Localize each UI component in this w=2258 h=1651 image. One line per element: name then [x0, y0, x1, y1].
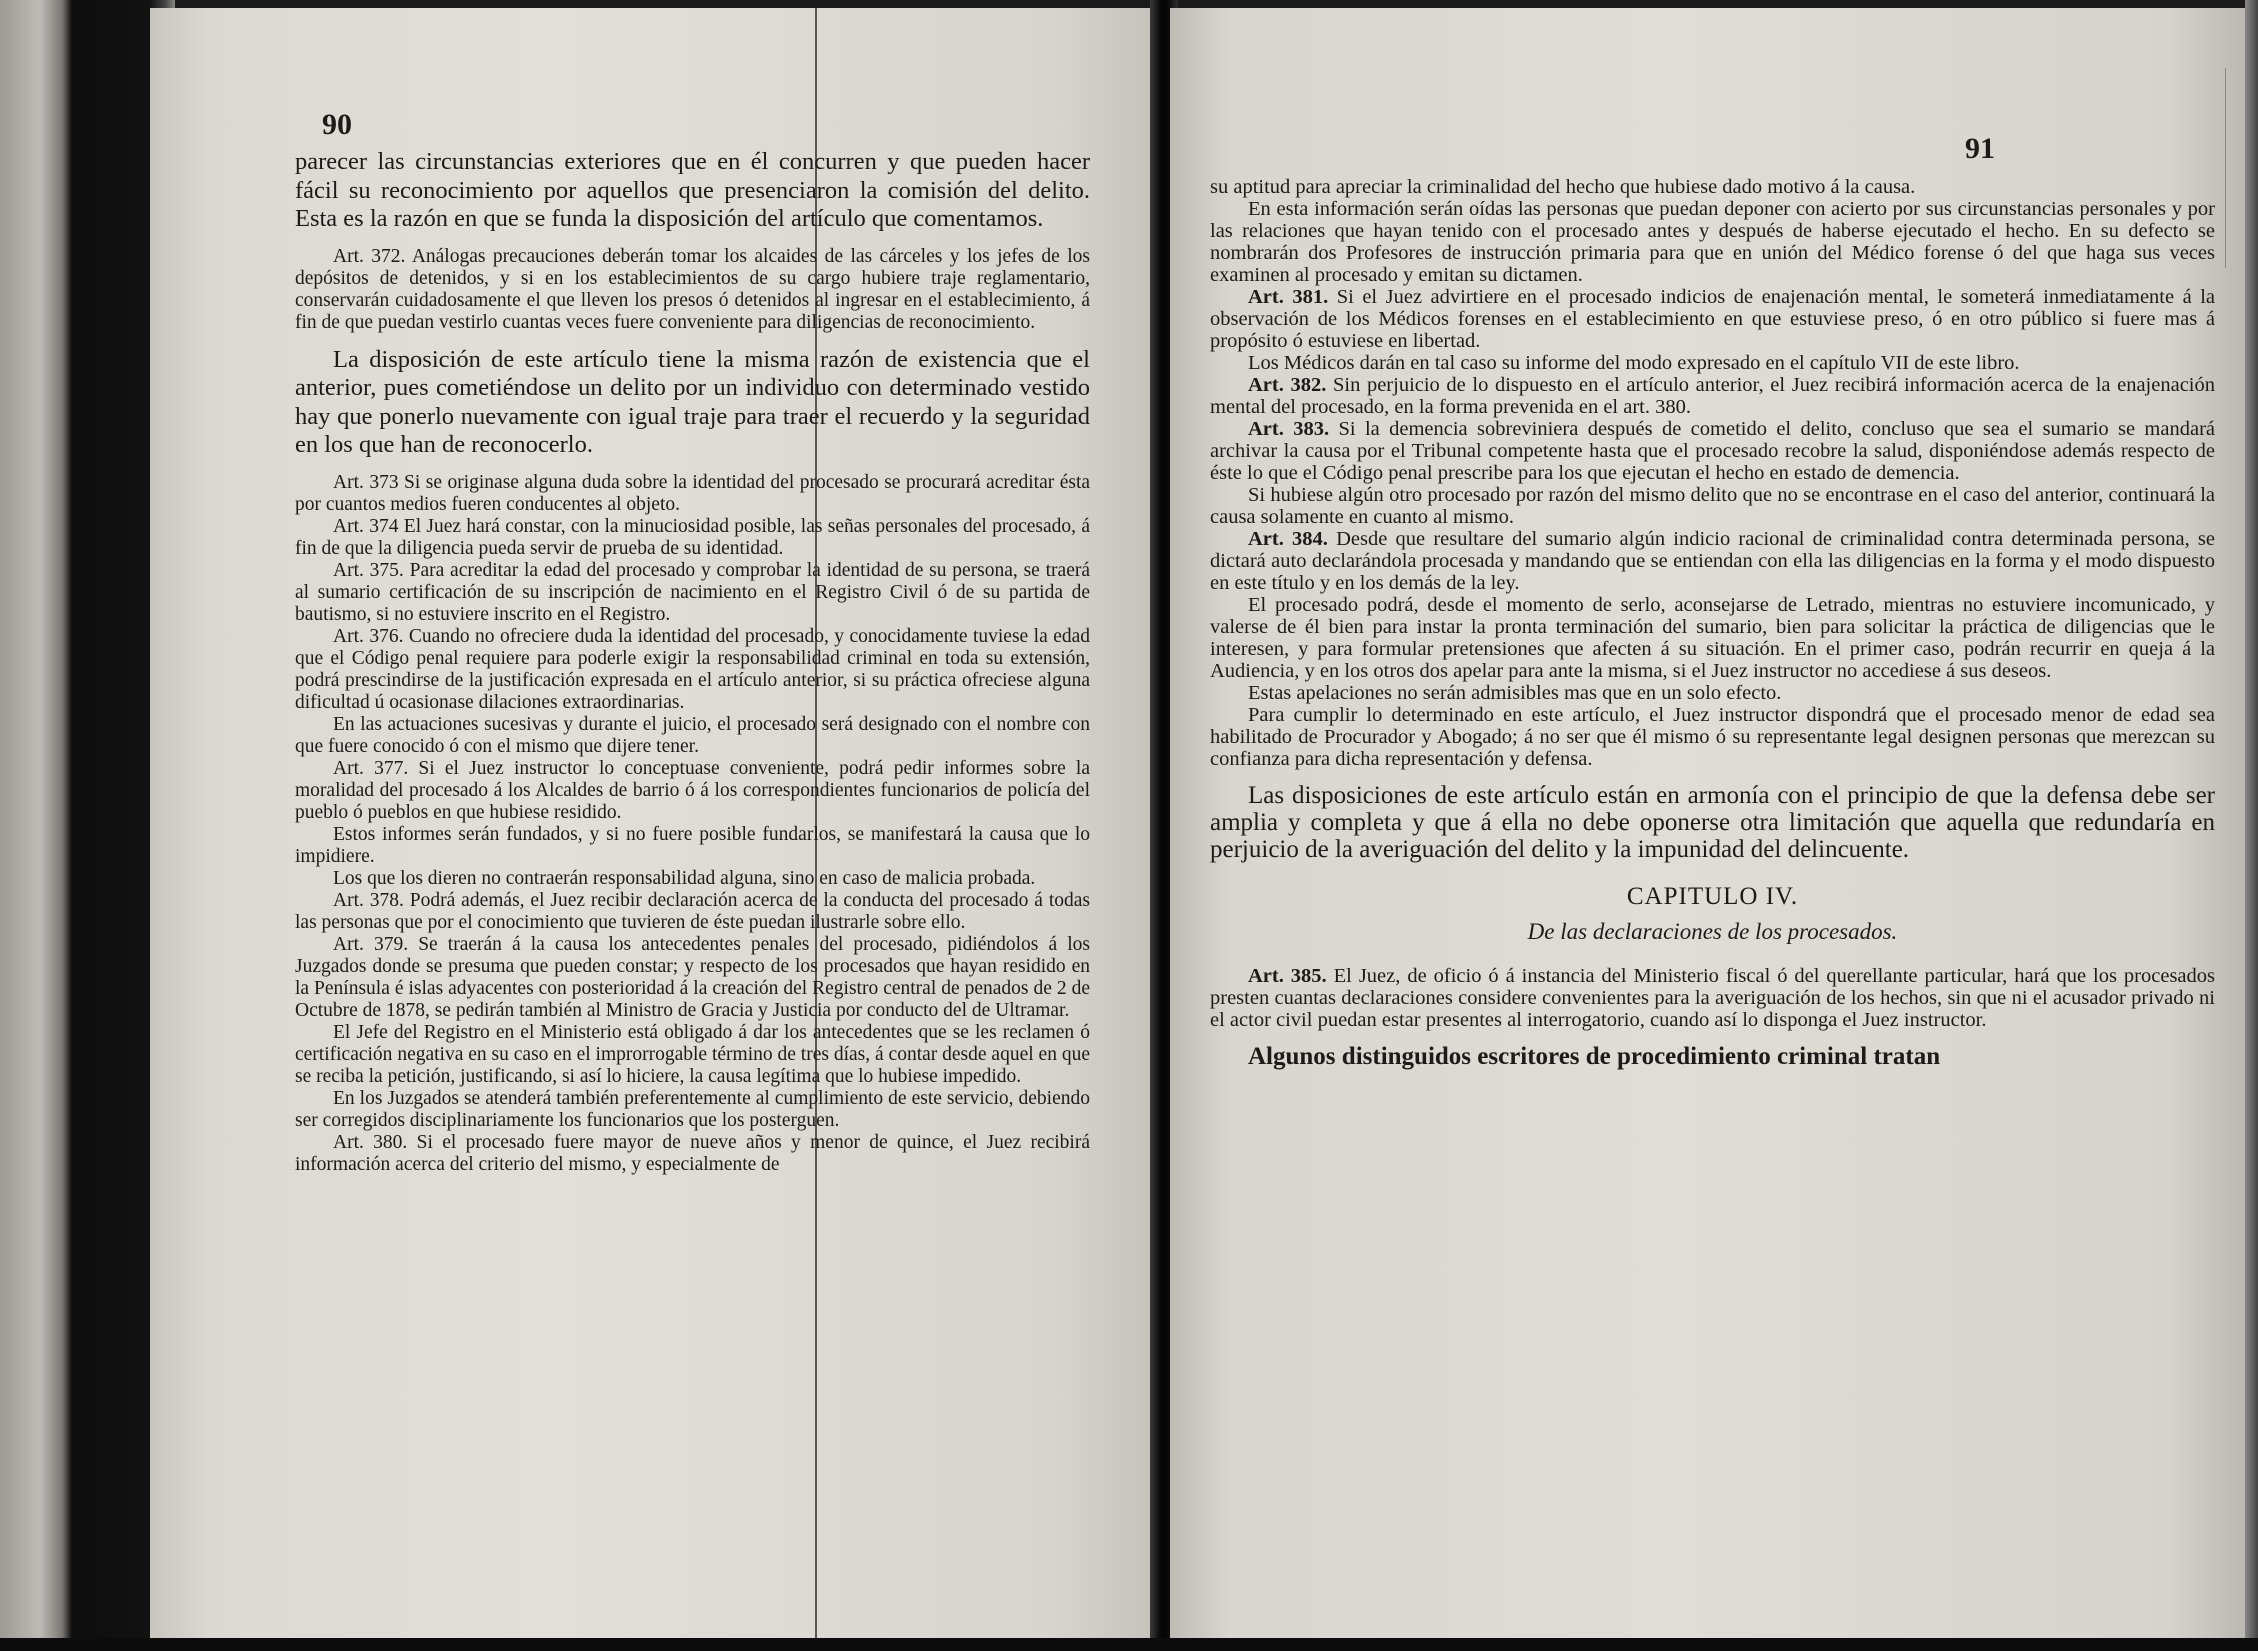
article-379 [295, 934, 1090, 1022]
article-label: Art. 384. [1248, 528, 1328, 550]
paragraph: su aptitud para apreciar la criminalidad del hecho que hubiese dado motivo á la causa. [1210, 176, 1916, 198]
article-381 [1210, 286, 2215, 352]
article-text: Si el procesado fuere mayor de nueve años y menor de quince, el Juez recibirá información acerca del criterio del mismo, y especialmente de [295, 1131, 1090, 1175]
article-text: Cuando no ofreciere duda la identidad del procesado, y conocidamente tuviese la edad que el Código penal requiere para poderle exigir la responsabilidad criminal en toda su extensión, podrá prescindirse de la justificación expresada en el artículo anterior, si su práctica ofreciese alguna dificultad ú ocasionase dilaciones extraordinarias. [295, 625, 1090, 713]
article-label: Art. 381. [1248, 286, 1329, 308]
page-number: 90 [322, 108, 352, 141]
right-text-column [1210, 176, 2215, 1070]
paragraph: Los Médicos darán en tal caso su informe del modo expresado en el capítulo VII de este libro. [1248, 352, 2020, 374]
article-text: Si la demencia sobreviniera después de cometido el delito, concluso que sea el sumario se mandará archivar la causa por el Tribunal competente hasta que el procesado recobre la salud, disponiéndose además respecto de éste lo que el Código penal prescribe para los que ejecutan el hecho en estado de demencia. [1210, 418, 2216, 484]
article-380 [295, 1132, 1090, 1176]
paragraph: En los Juzgados se atenderá también preferentemente al cumplimiento de este servicio, debiendo ser corregidos disciplinariamente los funcionarios que los posterguen. [295, 1087, 1090, 1131]
paragraph: El procesado podrá, desde el momento de serlo, aconsejarse de Letrado, mientras no estuviere incomunicado, y valerse de él bien para instar la pronta terminación del sumario, bien para solicitar la práctica de diligencias que le interesen, y para formular pretensiones que afecten á su situación. En el primer caso, podrán recurrir en queja á la Audiencia, y en los otros dos apelar para ante la misma, si el Juez instructor no accediese á sus deseos. [1210, 594, 2215, 682]
article-text: Podrá además, el Juez recibir declaración acerca de la conducta del procesado á todas las personas que por el conocimiento que tuvieren de éste puedan ilustrarle sobre ello. [295, 889, 1091, 933]
article-label: Art. 385. [1248, 965, 1327, 987]
commentary-paragraph: Algunos distinguidos escritores de procedimiento criminal tratan [1248, 1043, 1941, 1070]
article-375 [295, 560, 1090, 626]
article-label: Art. 376. [333, 625, 404, 647]
article-text: Desde que resultare del sumario algún indicio racional de criminalidad contra determinada persona, se dictará auto declarándola procesada y mandando que se entiendan con ella las diligencias en la forma y el modo dispuesto en este título y en los demás de la ley. [1210, 528, 2216, 594]
chapter-heading: CAPITULO IV. [1626, 883, 1799, 910]
article-label: Art. 382. [1248, 374, 1327, 396]
article-label: Art. 383. [1248, 418, 1330, 440]
article-text: El Juez, de oficio ó á instancia del Ministerio fiscal ó del querellante particular, hará que los procesados presten cuantas declaraciones considere convenientes para la averiguación de los hechos, sin que ni el acusador privado ni el actor civil puedan estar presentes al interrogatorio, cuando así lo disponga el Juez instructor. [1210, 965, 2215, 1031]
chapter-subtitle: De las declaraciones de los procesados. [1527, 919, 1898, 944]
article-text: Análogas precauciones deberán tomar los alcaides de las cárceles y los jefes de los depósitos de detenidos, y si en los establecimientos de su cargo hubiere traje reglamentario, conservarán cuidadosamente el que lleven los presos ó detenidos al ingresar en el establecimiento, á fin de que puedan vestirlo cuantas veces fuere conveniente para diligencias de reconocimiento. [295, 245, 1090, 333]
paragraph: Los que los dieren no contraerán responsabilidad alguna, sino en caso de malicia probada. [333, 867, 1036, 889]
article-text: Sin perjuicio de lo dispuesto en el artículo anterior, el Juez recibirá información acerca de la enajenación mental del procesado, en la forma prevenida en el art. 380. [1210, 374, 2215, 418]
article-text: El Juez hará constar, con la minuciosidad posible, las señas personales del procesado, á fin de que la diligencia pueda servir de prueba de su identidad. [295, 515, 1091, 559]
article-label: Art. 372. [333, 245, 406, 267]
article-label: Art. 377. [333, 757, 409, 779]
article-372 [295, 246, 1090, 334]
commentary-paragraph: Las disposiciones de este artículo están en armonía con el principio de que la defensa debe ser amplia y completa y que á ella no debe oponerse otra limitación que aquella que redundaría en perjuicio de la averiguación del delito y la impunidad del delincuente. [1210, 782, 2215, 863]
commentary-paragraph: La disposición de este artículo tiene la misma razón de existencia que el anterior, pues cometiéndose un delito por un individuo con determinado vestido hay que ponerlo nuevamente con igual traje para traer el recuerdo y la seguridad en los que han de reconocerlo. [295, 345, 1090, 458]
paragraph: En esta información serán oídas las personas que puedan deponer con acierto por sus circunstancias personales y por las relaciones que hayan tenido con el procesado antes y después de haberse ejecutado el hecho. En su defecto se nombrarán dos Profesores de instrucción primaria para que en unión del Médico forense ó del que haga sus veces examinen al procesado y emitan su dictamen. [1210, 198, 2215, 286]
article-374 [295, 516, 1090, 560]
article-text: Para acreditar la edad del procesado y comprobar la identidad de su persona, se traerá al sumario certificación de su inscripción de nacimiento en el Registro Civil ó de su partida de bautismo, si no estuviere inscrito en el Registro. [295, 559, 1091, 625]
paragraph: Estos informes serán fundados, y si no fuere posible fundarlos, se manifestará la causa que lo impidiere. [295, 823, 1090, 867]
right-page [1170, 8, 2250, 1638]
paragraph: Para cumplir lo determinado en este artículo, el Juez instructor dispondrá que el procesado menor de edad sea habilitado de Procurador y Abogado; á no ser que él mismo ó su representante legal designen personas que merezcan su confianza para dicha representación y defensa. [1210, 704, 2215, 770]
page-number: 91 [1965, 132, 1995, 165]
article-text: Si el Juez advirtiere en el procesado indicios de enajenación mental, le someterá inmediatamente á la observación de los Médicos forenses en el establecimiento en que estuviese preso, ó en otro público si fuere mas á propósito ó estuviese en libertad. [1210, 286, 2215, 352]
article-384 [1210, 528, 2215, 594]
film-edge-right [2245, 0, 2258, 1651]
article-label: Art. 379. [333, 933, 409, 955]
article-376 [295, 626, 1090, 714]
left-page [150, 8, 1155, 1638]
paragraph: Si hubiese algún otro procesado por razón del mismo delito que no se encontrase en el caso del anterior, continuará la causa solamente en cuanto al mismo. [1210, 484, 2215, 528]
paragraph: Estas apelaciones no serán admisibles mas que en un solo efecto. [1248, 682, 1782, 704]
article-label: Art. 373 [333, 471, 399, 493]
article-text: Si el Juez instructor lo conceptuase conveniente, podrá pedir informes sobre la moralidad del procesado á los Alcaldes de barrio ó á los correspondientes funcionarios de policía del pueblo ó pueblos en que hubiese residido. [295, 757, 1091, 823]
article-text: Se traerán á la causa los antecedentes penales del procesado, pidiéndolos á los Juzgados donde se presuma que pueden constar; y respecto de los procesados que hayan residido en la Península é islas adyacentes con posterioridad á la creación del Registro central de penados de 2 de Octubre de 1878, se pedirán también al Ministro de Gracia y Justicia por conducto del de Ultramar. [295, 933, 1091, 1021]
left-text-column [295, 148, 1090, 1176]
article-382 [1210, 374, 2215, 418]
article-378 [295, 890, 1090, 934]
article-373 [295, 472, 1090, 516]
paragraph: En las actuaciones sucesivas y durante el juicio, el procesado será designado con el nombre con que fuere conocido ó con el mismo que dijere tener. [295, 713, 1090, 757]
article-label: Art. 375. [333, 559, 404, 581]
page-mark [2225, 68, 2226, 268]
article-377 [295, 758, 1090, 824]
article-383 [1210, 418, 2215, 484]
article-label: Art. 380. [333, 1131, 408, 1153]
paragraph: parecer las circunstancias exteriores que en él concurren y que pueden hacer fácil su reconocimiento por aquellos que presenciaron la comisión del delito. Esta es la razón en que se funda la disposición del artículo que comentamos. [295, 148, 1090, 232]
article-label: Art. 378. [333, 889, 404, 911]
paragraph: El Jefe del Registro en el Ministerio está obligado á dar los antecedentes que se les reclamen ó certificación negativa en su caso en el improrrogable término de tres días, á contar desde aquel en que se reciba la petición, justificando, si así lo hiciere, la causa legítima que lo hubiese impedido. [295, 1021, 1090, 1087]
article-label: Art. 374 [333, 515, 399, 537]
film-edge-left [0, 0, 175, 1651]
film-edge-bottom [0, 1638, 2258, 1651]
article-text: Si se originase alguna duda sobre la identidad del procesado se procurará acreditar ésta por cuantos medios fueren conducentes al objeto. [295, 471, 1091, 515]
article-385 [1210, 965, 2215, 1031]
